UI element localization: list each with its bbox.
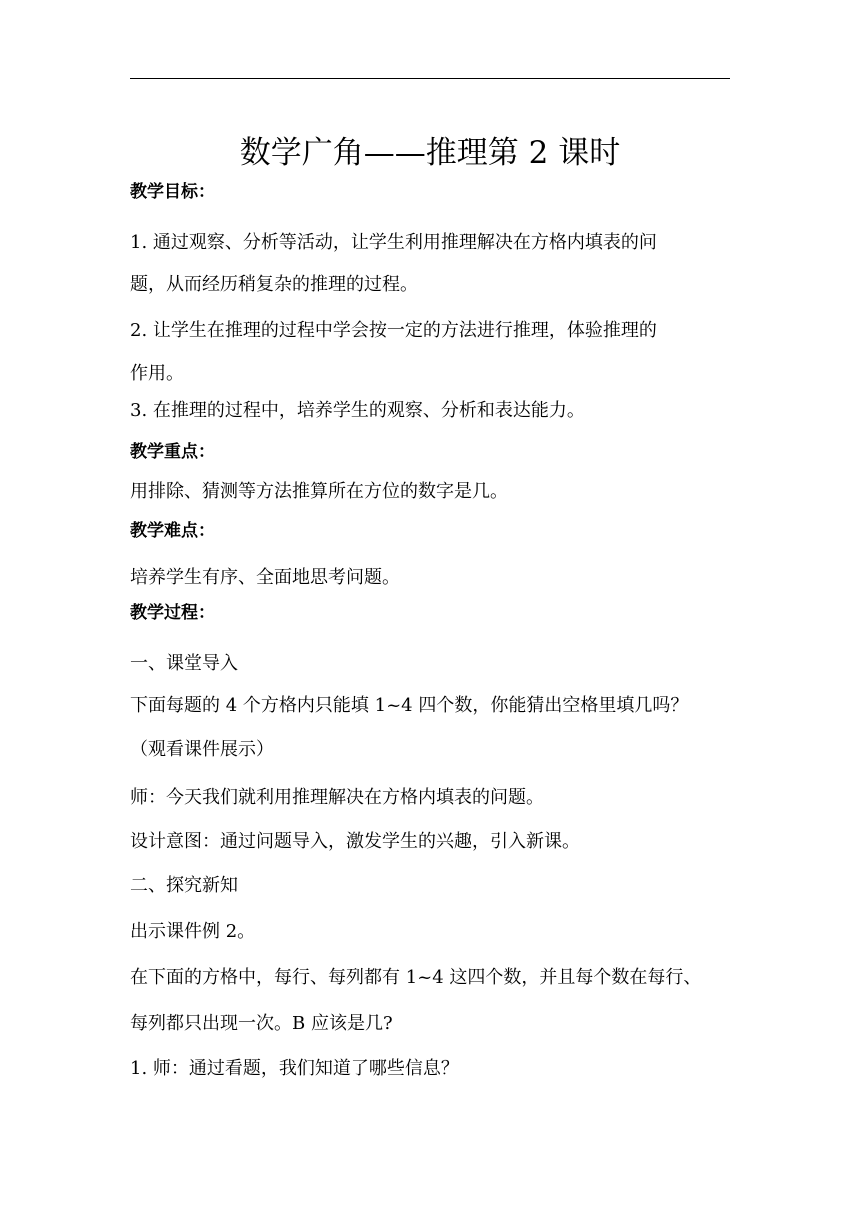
- paragraph-line: 1. 师：通过看题，我们知道了哪些信息？: [130, 1058, 459, 1079]
- paragraph-line: 设计意图：通过问题导入，激发学生的兴趣，引入新课。: [130, 831, 580, 852]
- paragraph-line: 2. 让学生在推理的过程中学会按一定的方法进行推理，体验推理的: [130, 320, 657, 341]
- paragraph-line: 在下面的方格中，每行、每列都有 1~4 这四个数，并且每个数在每行、: [130, 967, 702, 988]
- section-heading: 教学重点：: [130, 442, 215, 462]
- header-rule: [130, 78, 730, 79]
- paragraph-line: 师：今天我们就利用推理解决在方格内填表的问题。: [130, 787, 544, 808]
- paragraph-line: 用排除、猜测等方法推算所在方位的数字是几。: [130, 481, 508, 502]
- paragraph-line: 题，从而经历稍复杂的推理的过程。: [130, 274, 418, 295]
- paragraph-line: 一、课堂导入: [130, 653, 238, 674]
- paragraph-line: 3. 在推理的过程中，培养学生的观察、分析和表达能力。: [130, 400, 585, 421]
- paragraph-line: 作用。: [130, 363, 184, 384]
- paragraph-line: （观看课件展示）: [130, 739, 274, 760]
- section-heading: 教学过程：: [130, 603, 215, 623]
- paragraph-line: 1. 通过观察、分析等活动，让学生利用推理解决在方格内填表的问: [130, 232, 657, 253]
- section-heading: 教学目标：: [130, 182, 215, 202]
- paragraph-line: 每列都只出现一次。B 应该是几?: [130, 1013, 393, 1034]
- paragraph-line: 培养学生有序、全面地思考问题。: [130, 567, 400, 588]
- section-heading: 教学难点：: [130, 521, 215, 541]
- paragraph-line: 出示课件例 2。: [130, 921, 256, 942]
- paragraph-line: 下面每题的 4 个方格内只能填 1~4 四个数，你能猜出空格里填几吗？: [130, 695, 689, 716]
- paragraph-line: 二、探究新知: [130, 875, 238, 896]
- document-title: 数学广角——推理第 2 课时: [239, 135, 621, 171]
